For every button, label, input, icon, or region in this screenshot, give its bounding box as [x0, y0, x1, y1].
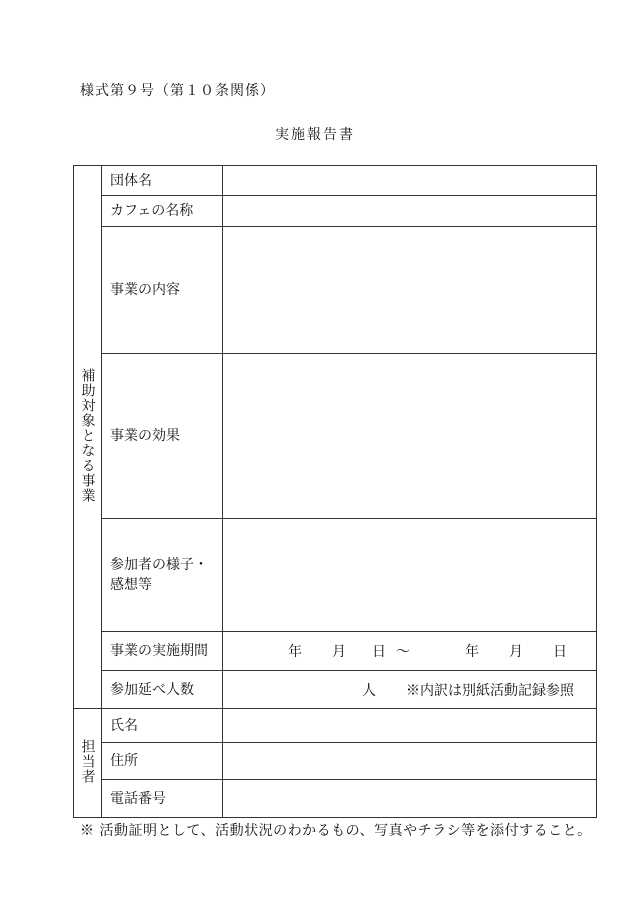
period-line: [223, 641, 596, 661]
address-label: 住所: [102, 743, 223, 780]
participant-impressions-label: [102, 519, 223, 632]
count-unit: 人: [362, 682, 376, 699]
end-month-unit: 月: [509, 644, 523, 660]
row-project-period: [74, 632, 597, 671]
person-name-label: 氏名: [102, 709, 223, 743]
participant-count-label: 参加延べ人数: [102, 671, 223, 709]
report-table: [73, 165, 597, 818]
row-project-effect: [74, 354, 597, 519]
period-tilde: ～: [396, 644, 410, 660]
project-effect-field[interactable]: [223, 354, 597, 519]
row-group-name: [74, 166, 597, 196]
participant-count-field[interactable]: [223, 671, 597, 709]
row-person-name: [74, 709, 597, 743]
cafe-name-field[interactable]: [223, 196, 597, 227]
project-group-label: 補助対象となる事業: [79, 367, 96, 503]
group-name-field[interactable]: [223, 166, 597, 196]
project-period-label: 事業の実施期間: [102, 632, 223, 671]
row-participant-count: [74, 671, 597, 709]
attachment-note: ※ 活動証明として、活動状況のわかるもの、写真やチラシ等を添付すること。: [80, 823, 592, 839]
project-group-header: [74, 166, 102, 709]
phone-field[interactable]: [223, 780, 597, 818]
person-name-field[interactable]: [223, 709, 597, 743]
row-participant-impressions: [74, 519, 597, 632]
count-line: [223, 680, 596, 700]
row-cafe-name: [74, 196, 597, 227]
cafe-name-label: カフェの名称: [102, 196, 223, 227]
count-note: ※内訳は別紙活動記録参照: [406, 682, 574, 699]
group-name-label: 団体名: [102, 166, 223, 196]
project-period-field[interactable]: [223, 632, 597, 671]
row-phone: [74, 780, 597, 818]
contact-group-header: [74, 709, 102, 818]
project-content-field[interactable]: [223, 227, 597, 354]
row-address: [74, 743, 597, 780]
start-year-unit: 年: [288, 644, 302, 660]
start-day-unit: 日: [372, 644, 386, 660]
form-number: 様式第９号（第１０条関係）: [80, 83, 275, 99]
contact-group-label: 担当者: [79, 738, 96, 784]
phone-label: 電話番号: [102, 780, 223, 818]
participant-impressions-field[interactable]: [223, 519, 597, 632]
start-month-unit: 月: [332, 644, 346, 660]
participant-impressions-text: 参加者の様子・感想等: [110, 557, 208, 593]
address-field[interactable]: [223, 743, 597, 780]
project-effect-label: 事業の効果: [102, 354, 223, 519]
document-title: 実施報告書: [275, 127, 355, 143]
end-day-unit: 日: [553, 644, 567, 660]
end-year-unit: 年: [465, 644, 479, 660]
row-project-content: [74, 227, 597, 354]
project-content-label: 事業の内容: [102, 227, 223, 354]
